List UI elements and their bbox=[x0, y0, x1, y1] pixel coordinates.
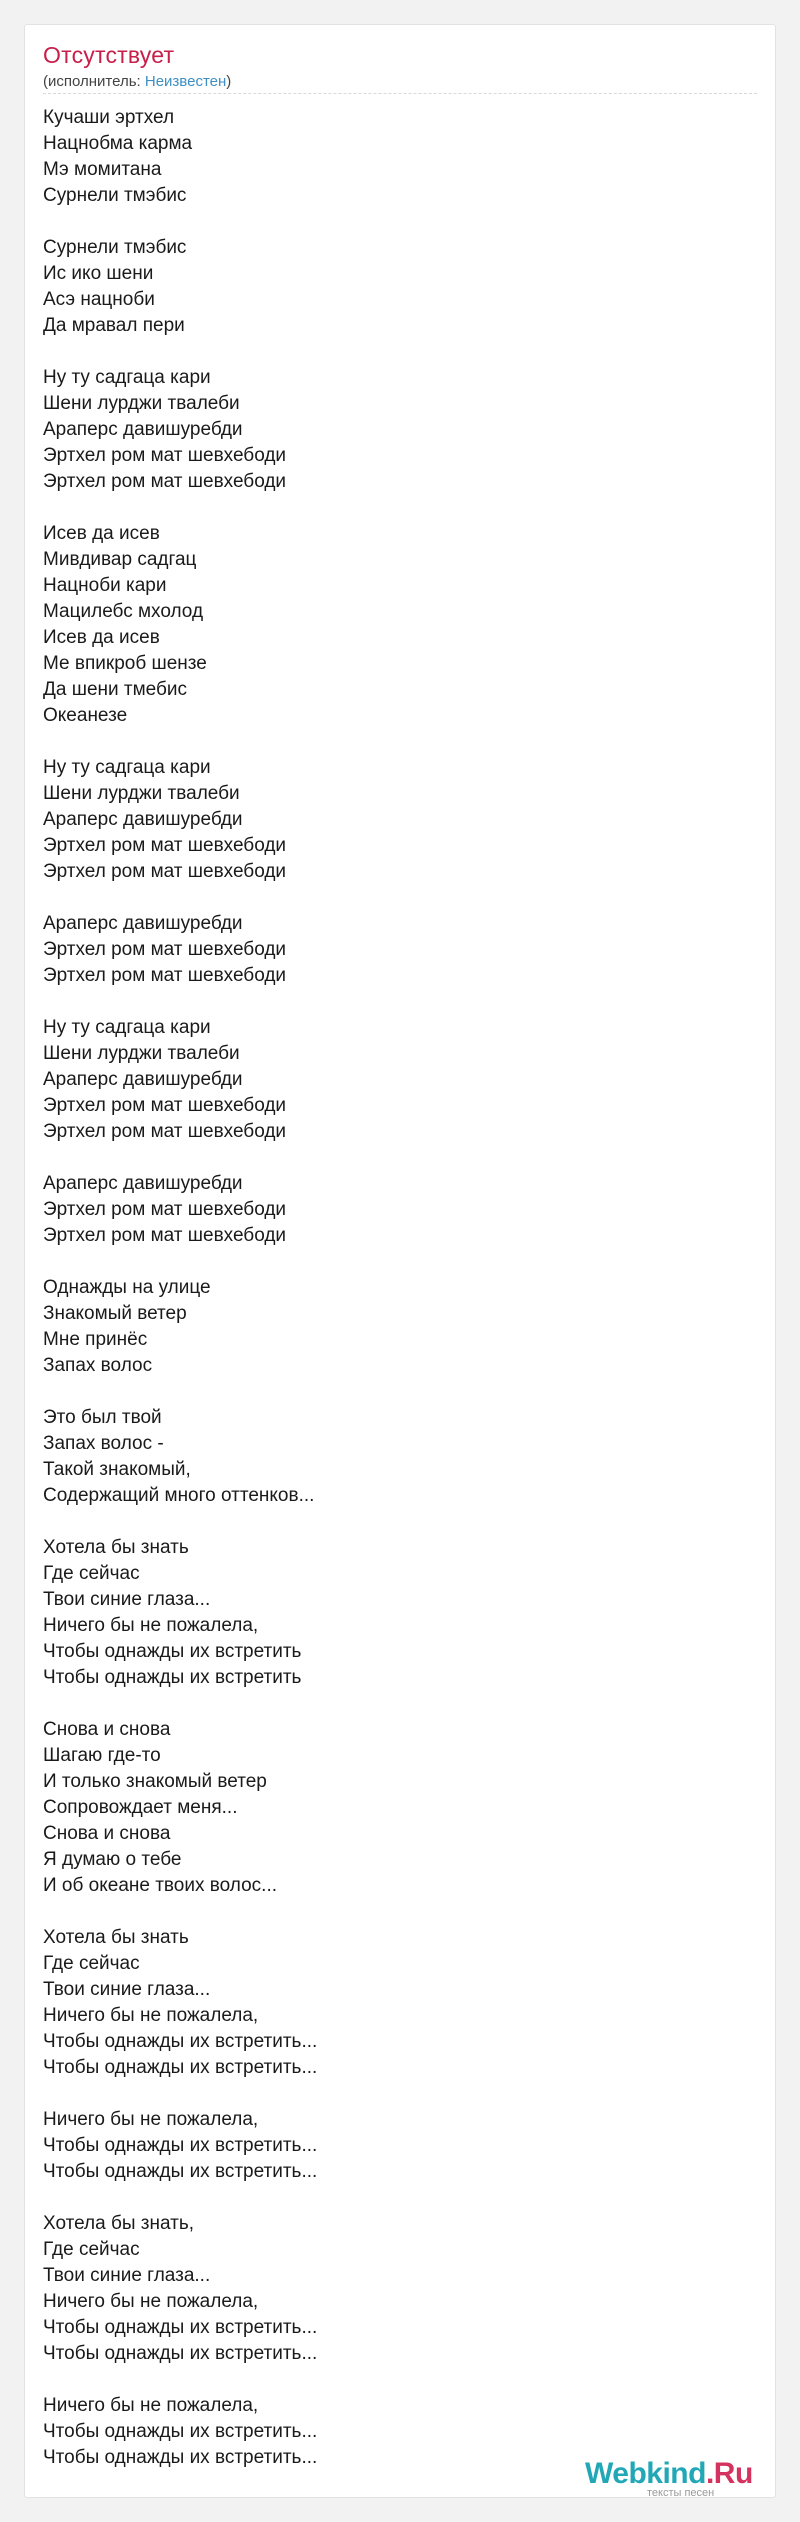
lyrics-line: Хотела бы знать bbox=[43, 1927, 189, 1948]
lyrics-line: Эртхел ром мат шевхебоди bbox=[43, 445, 287, 466]
lyrics-line: Где сейчас bbox=[43, 1563, 140, 1584]
lyrics-line: Чтобы однажды их встретить... bbox=[43, 2031, 318, 2052]
lyrics-line: Твои синие глаза... bbox=[43, 1979, 211, 2000]
lyrics-line: Однажды на улице bbox=[43, 1277, 211, 1298]
lyrics-line: Хотела бы знать, bbox=[43, 2213, 195, 2234]
lyrics-line: Араперс давишуребди bbox=[43, 1173, 243, 1194]
lyrics-line: Эртхел ром мат шевхебоди bbox=[43, 1121, 287, 1142]
lyrics-stanza bbox=[43, 1015, 723, 1145]
lyrics-line: Сурнели тмэбис bbox=[43, 237, 187, 258]
lyrics-line: Чтобы однажды их встретить... bbox=[43, 2317, 318, 2338]
lyrics-line: Ничего бы не пожалела, bbox=[43, 1615, 259, 1636]
lyrics-line: Снова и снова bbox=[43, 1719, 171, 1740]
lyrics-line: Исев да исев bbox=[43, 627, 160, 648]
lyrics-line: Ничего бы не пожалела, bbox=[43, 2291, 259, 2312]
lyrics-line: Снова и снова bbox=[43, 1823, 171, 1844]
lyrics-line: Ну ту садгаца кари bbox=[43, 757, 211, 778]
lyrics-line: Араперс давишуребди bbox=[43, 419, 243, 440]
lyrics-line: Мацилебс мхолод bbox=[43, 601, 204, 622]
lyrics-stanza bbox=[43, 2107, 723, 2185]
lyrics-stanza bbox=[43, 235, 723, 339]
lyrics-line: Эртхел ром мат шевхебоди bbox=[43, 1225, 287, 1246]
lyrics-line: Нацноби кари bbox=[43, 575, 167, 596]
title-divider bbox=[43, 93, 757, 94]
lyrics-line: Чтобы однажды их встретить bbox=[43, 1667, 302, 1688]
lyrics-line: Твои синие глаза... bbox=[43, 1589, 211, 1610]
lyrics-line: Да мравал пери bbox=[43, 315, 185, 336]
lyrics-stanza bbox=[43, 1171, 723, 1249]
lyrics-line: И об океане твоих волос... bbox=[43, 1875, 278, 1896]
lyrics-stanza bbox=[43, 521, 723, 729]
lyrics-line: Содержащий много оттенков... bbox=[43, 1485, 315, 1506]
lyrics-line: Ме впикроб шензе bbox=[43, 653, 207, 674]
lyrics-line: Такой знакомый, bbox=[43, 1459, 191, 1480]
lyrics-stanza bbox=[43, 1717, 723, 1899]
logo-suffix: .Ru bbox=[705, 2457, 753, 2490]
lyrics-stanza bbox=[43, 755, 723, 885]
lyrics-line: Твои синие глаза... bbox=[43, 2265, 211, 2286]
lyrics-line: Эртхел ром мат шевхебоди bbox=[43, 1199, 287, 1220]
logo-tagline: тексты песен bbox=[647, 2487, 715, 2499]
lyrics-line: Ничего бы не пожалела, bbox=[43, 2005, 259, 2026]
lyrics-line: Эртхел ром мат шевхебоди bbox=[43, 471, 287, 492]
lyrics-line: Где сейчас bbox=[43, 2239, 140, 2260]
lyrics-line: Исев да исев bbox=[43, 523, 160, 544]
lyrics-line: Мэ момитана bbox=[43, 159, 162, 180]
lyrics-stanza bbox=[43, 1405, 723, 1509]
lyrics-line: Сопровождает меня... bbox=[43, 1797, 238, 1818]
lyrics-line: Ничего бы не пожалела, bbox=[43, 2395, 259, 2416]
lyrics-line: Араперс давишуребди bbox=[43, 1069, 243, 1090]
lyrics-line: Где сейчас bbox=[43, 1953, 140, 1974]
lyrics-line: Мне принёс bbox=[43, 1329, 148, 1350]
lyrics-line: Ну ту садгаца кари bbox=[43, 1017, 211, 1038]
performer-prefix: (исполнитель: bbox=[43, 73, 145, 90]
lyrics-line: Эртхел ром мат шевхебоди bbox=[43, 1095, 287, 1116]
lyrics-line: Чтобы однажды их встретить... bbox=[43, 2161, 318, 2182]
lyrics-line: Чтобы однажды их встретить... bbox=[43, 2343, 318, 2364]
lyrics-line: Шени лурджи твалеби bbox=[43, 783, 240, 804]
lyrics-line: Шени лурджи твалеби bbox=[43, 393, 240, 414]
lyrics-stanza bbox=[43, 2211, 723, 2367]
lyrics-line: Кучаши эртхел bbox=[43, 107, 175, 128]
lyrics-stanza bbox=[43, 365, 723, 495]
lyrics-line: Ну ту садгаца кари bbox=[43, 367, 211, 388]
lyrics-card bbox=[24, 24, 776, 2498]
lyrics-line: Ис ико шени bbox=[43, 263, 154, 284]
lyrics-line: Знакомый ветер bbox=[43, 1303, 187, 1324]
performer-suffix: ) bbox=[226, 73, 232, 90]
lyrics-line: Шагаю где-то bbox=[43, 1745, 161, 1766]
lyrics-line: И только знакомый ветер bbox=[43, 1771, 267, 1792]
lyrics-stanza bbox=[43, 1535, 723, 1691]
logo-word: Webkind bbox=[585, 2457, 706, 2490]
lyrics-line: Запах волос bbox=[43, 1355, 153, 1376]
lyrics-line: Асэ нацноби bbox=[43, 289, 155, 310]
lyrics-line: Ничего бы не пожалела, bbox=[43, 2109, 259, 2130]
lyrics-line: Океанезе bbox=[43, 705, 128, 726]
lyrics-line: Сурнели тмэбис bbox=[43, 185, 187, 206]
lyrics-line: Эртхел ром мат шевхебоди bbox=[43, 835, 287, 856]
lyrics-stanza bbox=[43, 105, 723, 209]
lyrics-line: Чтобы однажды их встретить bbox=[43, 1641, 302, 1662]
lyrics-line: Чтобы однажды их встретить... bbox=[43, 2057, 318, 2078]
lyrics-text bbox=[43, 105, 723, 2497]
lyrics-line: Эртхел ром мат шевхебоди bbox=[43, 939, 287, 960]
lyrics-line: Хотела бы знать bbox=[43, 1537, 189, 1558]
logo-wordmark bbox=[585, 2457, 753, 2491]
lyrics-line: Я думаю о тебе bbox=[43, 1849, 182, 1870]
lyrics-stanza bbox=[43, 911, 723, 989]
lyrics-line: Нацнобма карма bbox=[43, 133, 193, 154]
lyrics-stanza bbox=[43, 1275, 723, 1379]
lyrics-line: Араперс давишуребди bbox=[43, 913, 243, 934]
lyrics-line: Чтобы однажды их встретить... bbox=[43, 2447, 318, 2468]
lyrics-line: Шени лурджи твалеби bbox=[43, 1043, 240, 1064]
lyrics-line: Запах волос - bbox=[43, 1433, 164, 1454]
lyrics-line: Мивдивар садгац bbox=[43, 549, 197, 570]
lyrics-line: Чтобы однажды их встретить... bbox=[43, 2135, 318, 2156]
lyrics-stanza bbox=[43, 1925, 723, 2081]
lyrics-line: Да шени тмебис bbox=[43, 679, 188, 700]
lyrics-line: Это был твой bbox=[43, 1407, 162, 1428]
lyrics-line: Эртхел ром мат шевхебоди bbox=[43, 861, 287, 882]
lyrics-line: Эртхел ром мат шевхебоди bbox=[43, 965, 287, 986]
lyrics-line: Араперс давишуребди bbox=[43, 809, 243, 830]
performer-line bbox=[43, 72, 231, 92]
site-logo[interactable] bbox=[585, 2457, 765, 2499]
performer-link[interactable]: Неизвестен bbox=[144, 73, 227, 90]
song-title: Отсутствует bbox=[43, 42, 175, 68]
lyrics-line: Чтобы однажды их встретить... bbox=[43, 2421, 318, 2442]
